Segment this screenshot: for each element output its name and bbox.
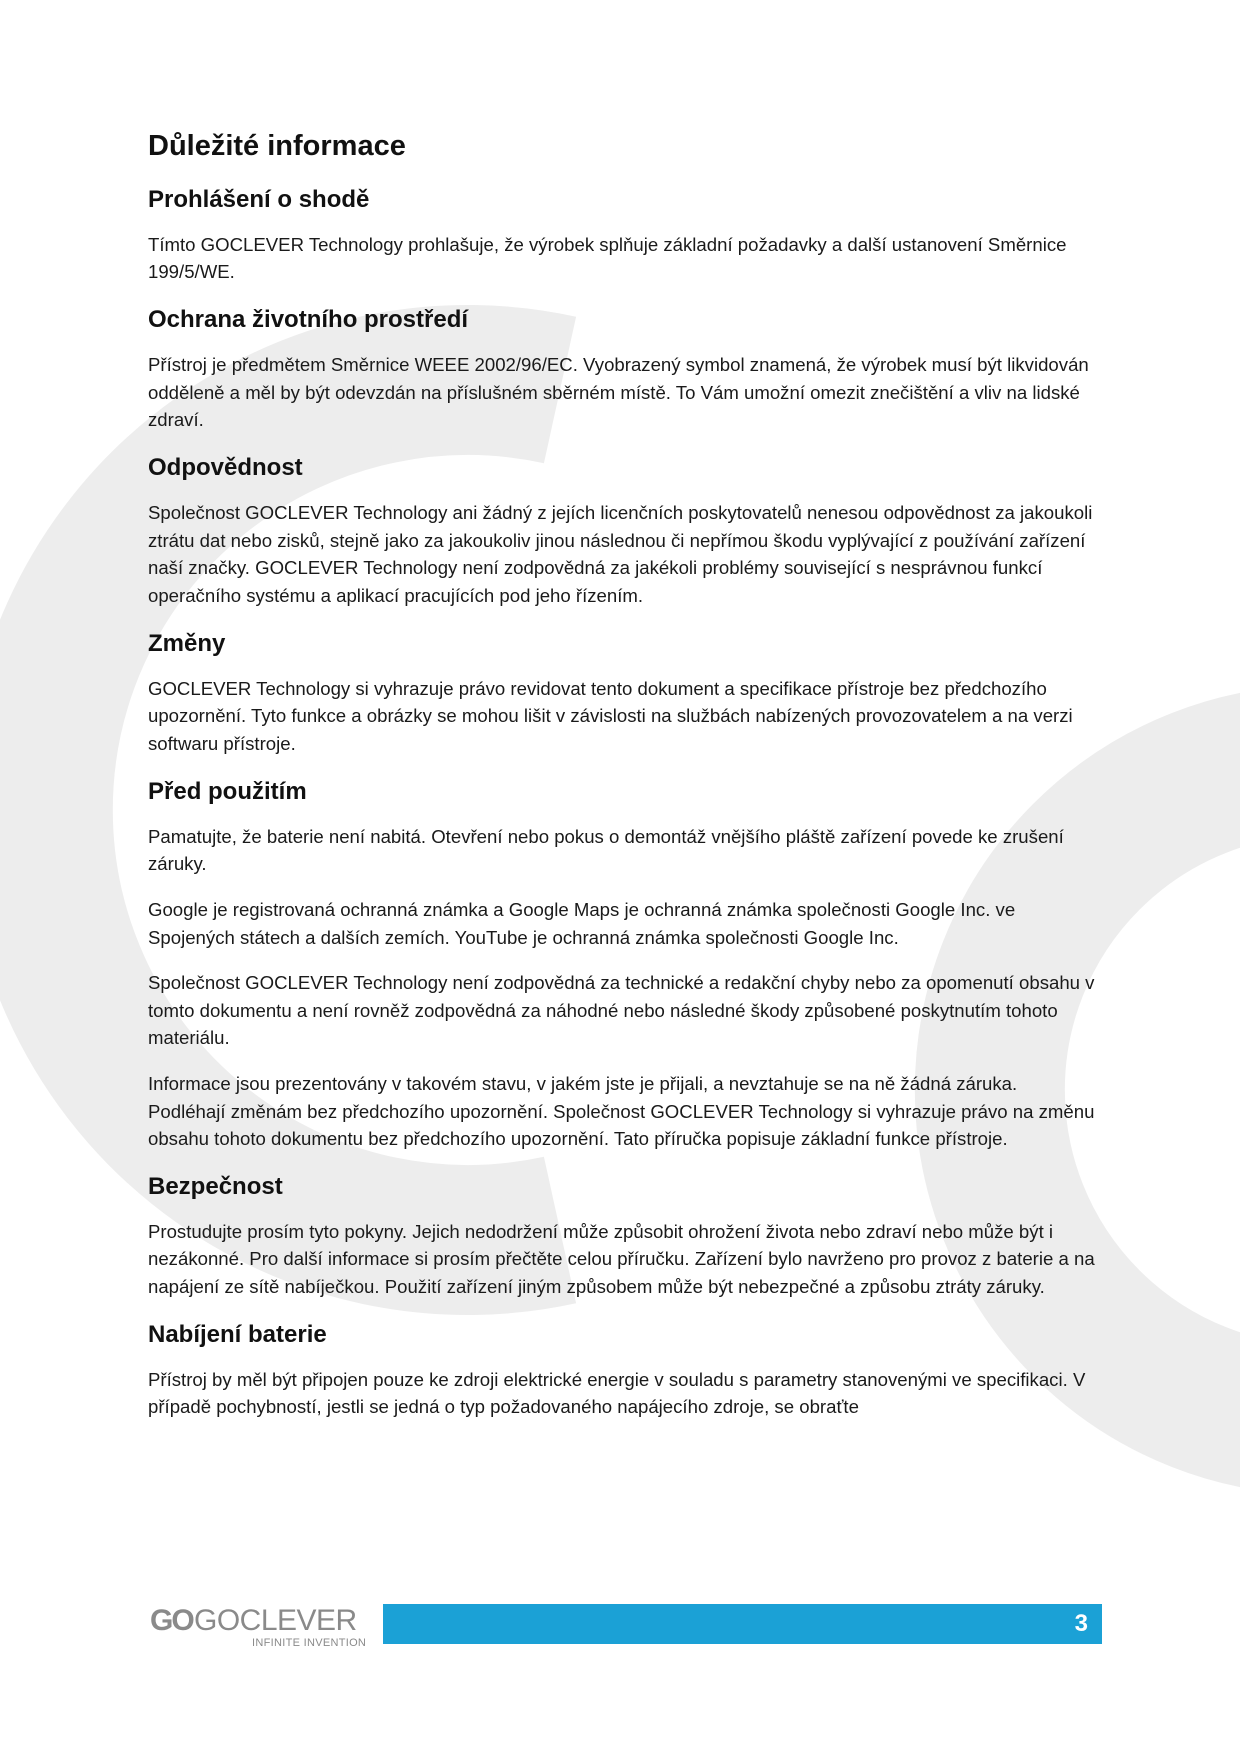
- section-heading: Prohlášení o shodě: [148, 185, 370, 213]
- section-heading: Změny: [148, 629, 226, 657]
- paragraph: Přístroj je předmětem Směrnice WEEE 2002/96/EC. Vyobrazený symbol znamená, že výrobek musí být likvidován odděleně a měl by být odevzdán na příslušném sběrném místě. To Vám umožní omezit znečištění a vliv na lidské zdraví.: [148, 354, 1089, 431]
- document-body: [148, 128, 1098, 1439]
- paragraph: Přístroj by měl být připojen pouze ke zdroji elektrické energie v souladu s parametry stanovenými ve specifikaci. V případě pochybností, jestli se jedná o typ požadovaného napájecího zdroje, se obraťte: [148, 1368, 1086, 1418]
- paragraph: Společnost GOCLEVER Technology ani žádný z jejích licenčních poskytovatelů nenesou odpovědnost za jakoukoli ztrátu dat nebo zisků, stejně jako za jakoukoliv jinou následnou či nepřímou škodu vyplývající z používání zařízení naší značky. GOCLEVER Technology není zodpovědná za jakékoli problémy související s nesprávnou funkcí operačního systému a aplikací pracujících pod jeho řízením.: [148, 502, 1093, 606]
- section-changes: [148, 628, 1098, 758]
- section-heading: Ochrana životního prostředí: [148, 306, 469, 334]
- section-safety: [148, 1171, 1098, 1301]
- page-title: Důležité informace: [148, 130, 406, 162]
- page-footer: [148, 1600, 1102, 1650]
- section-liability: [148, 452, 1098, 610]
- paragraph: Prostudujte prosím tyto pokyny. Jejich nedodržení může způsobit ohrožení života nebo zdraví nebo může být i nezákonné. Pro další informace si prosím přečtěte celou příručku. Zařízení bylo navrženo pro provoz z baterie a na napájení ze sítě nabíječkou. Použití zařízení jiným způsobem může být nebezpečné a způsobu ztráty záruky.: [148, 1220, 1095, 1298]
- paragraph: Pamatujte, že baterie není nabitá. Otevření nebo pokus o demontáž vnějšího pláště zařízení povede ke zrušení záruky.: [148, 825, 1064, 875]
- section-before-use: [148, 776, 1098, 1153]
- paragraph: GOCLEVER Technology si vyhrazuje právo revidovat tento dokument a specifikace přístroje bez předchozího upozornění. Tyto funkce a obrázky se mohou lišit v závislosti na službách nabízených provozovatelem a na verzi softwaru přístroje.: [148, 677, 1073, 754]
- section-heading: Bezpečnost: [148, 1172, 283, 1200]
- section-heading: Nabíjení baterie: [148, 1320, 327, 1348]
- logo-tagline: INFINITE INVENTION: [252, 1637, 367, 1649]
- section-heading: Odpovědnost: [148, 454, 303, 482]
- logo-wordmark: GOCLEVER: [194, 1604, 357, 1637]
- footer-bar: [383, 1604, 1102, 1644]
- section-battery-charging: [148, 1319, 1098, 1421]
- section-environment-protection: [148, 304, 1098, 434]
- goclever-logo: [148, 1604, 378, 1650]
- paragraph: Společnost GOCLEVER Technology není zodpovědná za technické a redakční chyby nebo za opomenutí obsahu v tomto dokumentu a není rovněž zodpovědná za náhodné nebo následné škody způsobené poskytnutím tohoto materiálu.: [148, 972, 1095, 1049]
- section-declaration-of-conformity: [148, 184, 1098, 286]
- logo-mark-icon: GO: [150, 1604, 193, 1637]
- page-number: 3: [1074, 1610, 1088, 1637]
- paragraph: Google je registrovaná ochranná známka a Google Maps je ochranná známka společnosti Google Inc. ve Spojených státech a dalších zemích. YouTube je ochranná známka společnosti Google Inc.: [148, 898, 1016, 948]
- section-heading: Před použitím: [148, 777, 307, 805]
- paragraph: Tímto GOCLEVER Technology prohlašuje, že výrobek splňuje základní požadavky a další ustanovení Směrnice 199/5/WE.: [148, 233, 1067, 283]
- paragraph: Informace jsou prezentovány v takovém stavu, v jakém jste je přijali, a nevztahuje se na ně žádná záruka. Podléhají změnám bez předchozího upozornění. Společnost GOCLEVER Technology si vyhrazuje právo na změnu obsahu tohoto dokumentu bez předchozího upozornění. Tato příručka popisuje základní funkce přístroje.: [148, 1072, 1095, 1150]
